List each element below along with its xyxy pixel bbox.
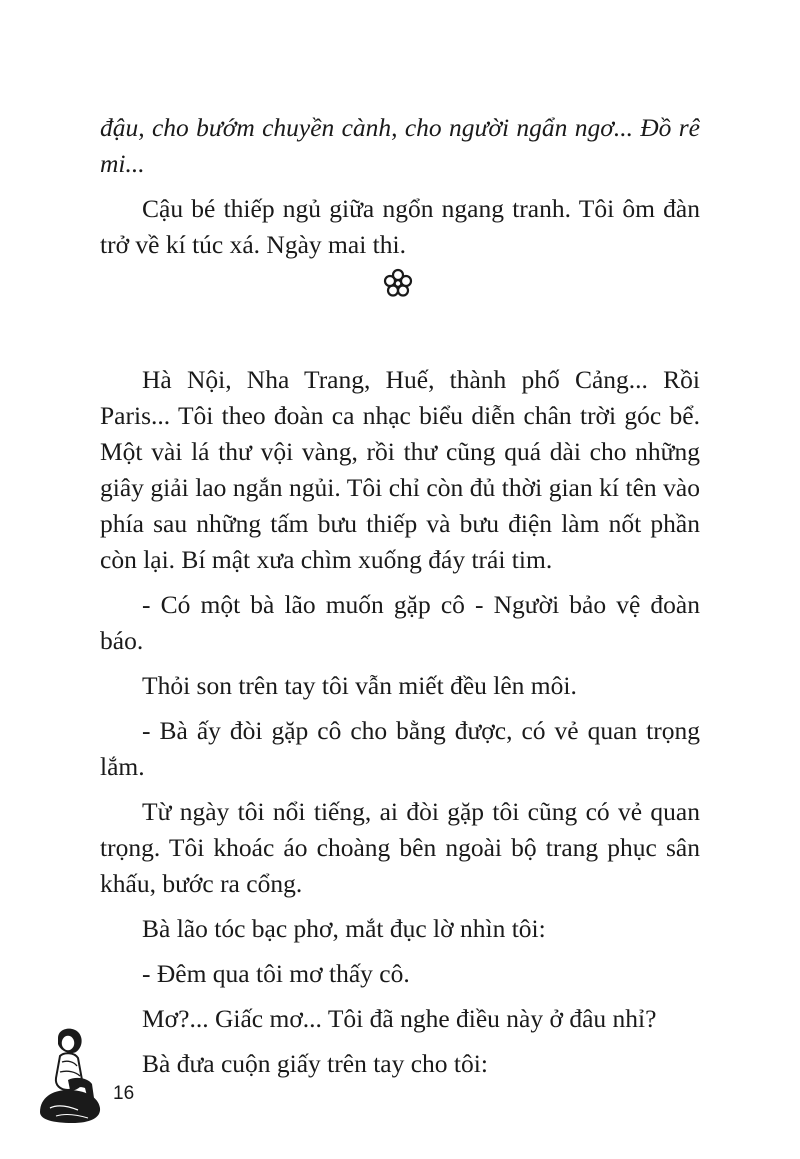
page-number: 16 xyxy=(113,1083,135,1104)
italic-line: đậu, cho bướm chuyền cành, cho người ngẩn ngơ... Đồ rê mi... xyxy=(100,113,700,178)
dialogue-paragraph: - Bà ấy đòi gặp cô cho bằng được, có vẻ quan trọng lắm. xyxy=(100,716,700,781)
paragraph: Bà lão tóc bạc phơ, mắt đục lờ nhìn tôi: xyxy=(142,914,546,943)
dialogue-paragraph: - Đêm qua tôi mơ thấy cô. xyxy=(142,959,410,988)
paragraph: Hà Nội, Nha Trang, Huế, thành phố Cảng... Rồi Paris... Tôi theo đoàn ca nhạc biểu diễn chân trời góc bể. Một vài lá thư vội vàng, rồi thư cũng quá dài cho những giây giải lao ngắn ngủi. Tôi chỉ còn đủ thời gian kí tên vào phía sau những tấm bưu thiếp và bưu điện làm nốt phần còn lại. Bí mật xưa chìm xuống đáy trái tim. xyxy=(100,365,700,574)
flower-ornament-icon xyxy=(383,268,413,298)
paragraph: Mơ?... Giấc mơ... Tôi đã nghe điều này ở đâu nhỉ? xyxy=(142,1004,657,1033)
top-text-block xyxy=(100,110,700,263)
paragraph: Từ ngày tôi nổi tiếng, ai đòi gặp tôi cũng có vẻ quan trọng. Tôi khoác áo choàng bên ngoài bộ trang phục sân khấu, bước ra cổng. xyxy=(100,797,700,898)
paragraph: Cậu bé thiếp ngủ giữa ngổn ngang tranh. Tôi ôm đàn trở về kí túc xá. Ngày mai thi. xyxy=(100,194,700,259)
person-sitting-on-rock-icon xyxy=(38,1024,108,1124)
main-text-block xyxy=(100,362,700,1082)
dialogue-paragraph: - Có một bà lão muốn gặp cô - Người bảo vệ đoàn báo. xyxy=(100,590,700,655)
paragraph: Thỏi son trên tay tôi vẫn miết đều lên môi. xyxy=(142,671,577,700)
paragraph: Bà đưa cuộn giấy trên tay cho tôi: xyxy=(142,1049,488,1078)
